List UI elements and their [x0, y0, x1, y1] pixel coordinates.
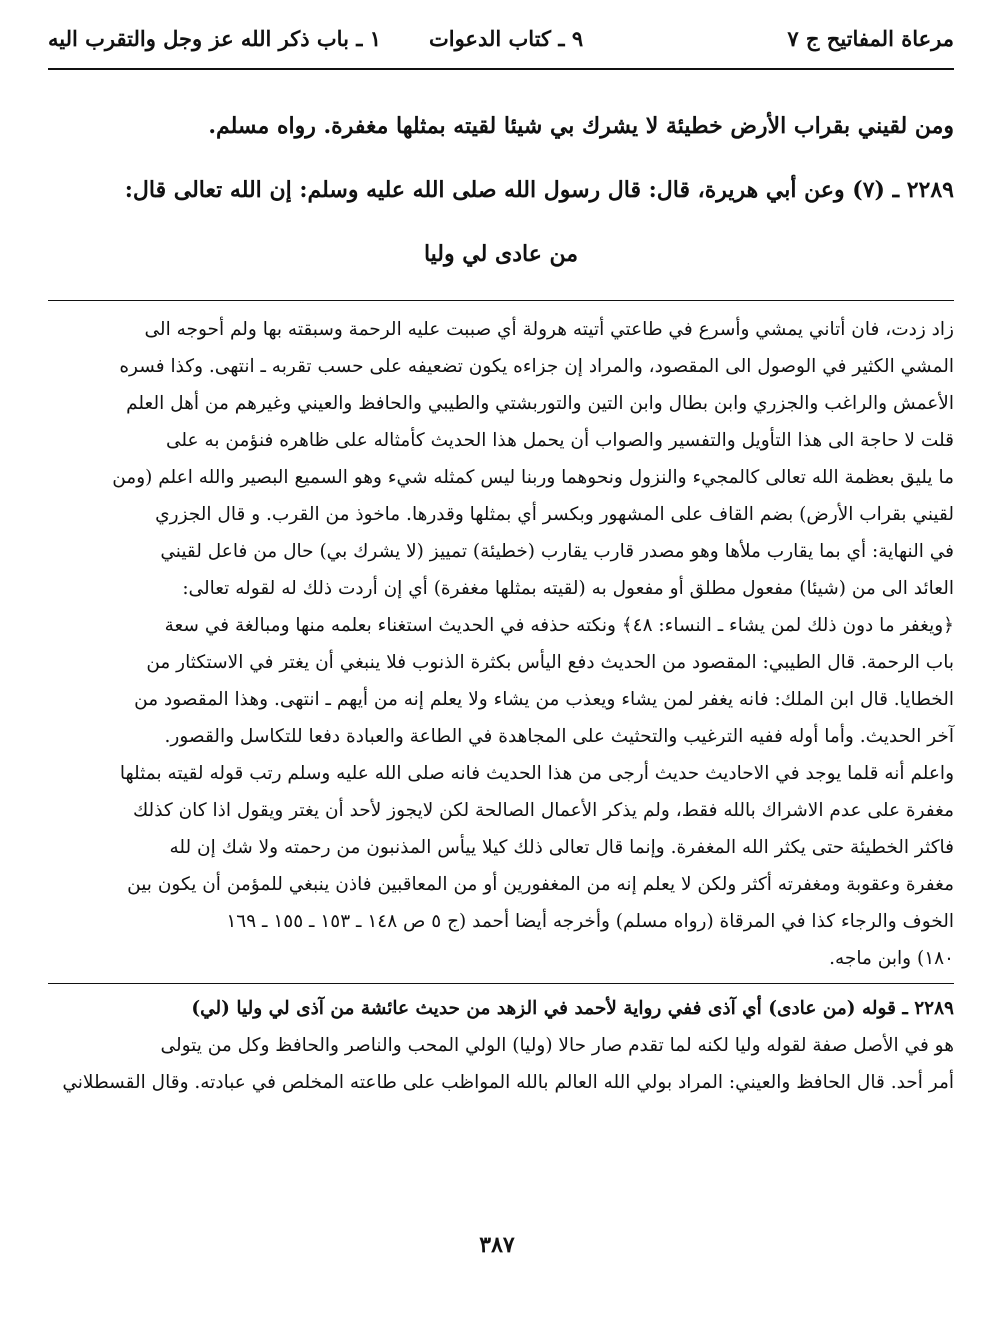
commentary-line: العائد الى من (شيئا) مفعول مطلق أو مفعول به (لقيته بمثلها مغفرة) أي إن أردت ذلك له لقوله تعالى: — [182, 578, 954, 599]
commentary-line: في النهاية: أي بما يقارب ملأها وهو مصدر قارب يقارب (خطيئة) تمييز (لا يشرك بي) حال من فاعل لقيني — [160, 541, 954, 562]
commentary-line: باب الرحمة. قال الطيبي: المقصود من الحديث دفع اليأس بكثرة الذنوب فلا ينبغي أن يغتر في الاستكثار من — [146, 652, 954, 673]
hadith-line: من عادى لي وليا — [423, 241, 579, 267]
hadith-line: ومن لقيني بقراب الأرض خطيئة لا يشرك بي شيئا لقيته بمثلها مغفرة. رواه مسلم. — [208, 113, 954, 139]
header-center — [48, 26, 583, 51]
commentary-line: واعلم أنه قلما يوجد في الاحاديث حديث أرجى من هذا الحديث فانه صلى الله عليه وسلم رتب قوله لقيته بمثلها — [119, 763, 954, 784]
commentary-line: المشي الكثير في الوصول الى المقصود، والمراد إن جزاءه يكون تضعيفه على حسب تقربه ـ انتهى. وكذا فسره — [119, 356, 954, 377]
commentary-line: آخر الحديث. وأما أوله ففيه الترغيب والتحثيث على المجاهدة في الطاعة والعبادة دفعا للتكاسل والقصور. — [164, 726, 954, 747]
notes-line: ٢٢٨٩ ـ قوله (من عادى) أي آذى ففي رواية لأحمد في الزهد من حديث عائشة من آذى لي وليا (لي) — [191, 998, 954, 1019]
commentary-line: ﴿ويغفر ما دون ذلك لمن يشاء ـ النساء: ٤٨﴾ ونكته حذفه في الحديث استغناء بعلمه منها ومبالغة في سعة — [164, 615, 954, 636]
commentary-line: الخطايا. قال ابن الملك: فانه يغفر لمن يشاء ويعذب من يشاء ولا يعلم إنه من أيهم ـ انتهى. وهذا المقصود من — [134, 689, 954, 710]
notes-rule — [48, 983, 954, 984]
page-number: ٣٨٧ — [479, 1232, 515, 1258]
header-rule — [48, 68, 954, 70]
notes-line: هو في الأصل صفة لقوله وليا لكنه لما تقدم صار حالا (وليا) الولي المحب والناصر والحافظ وكل من يتولى — [160, 1035, 954, 1056]
hadith-line: ٢٢٨٩ ـ (٧) وعن أبي هريرة، قال: قال رسول الله صلى الله عليه وسلم: إن الله تعالى قال: — [124, 177, 954, 203]
commentary — [48, 311, 954, 977]
section-rule — [48, 300, 954, 301]
header-chapter: ١ ـ باب ذكر الله عز وجل والتقرب اليه — [48, 25, 381, 51]
commentary-line: ١٨٠) وابن ماجه. — [829, 948, 954, 969]
commentary-line: مغفرة وعقوبة ومغفرته أكثر ولكن لا يعلم إنه من المغفورين أو من المعاقبين فاذن ينبغي للمؤمن أن يكون بين — [127, 874, 954, 895]
hadith-text — [48, 94, 954, 294]
running-header — [48, 14, 954, 62]
header-book: ٩ ـ كتاب الدعوات — [428, 25, 584, 51]
commentary-line: ما يليق بعظمة الله تعالى كالمجيء والنزول ونحوهما وربنا ليس كمثله شيء وهو السميع البصير والله اعلم (ومن — [112, 467, 954, 488]
notes-line: أمر أحد. قال الحافظ والعيني: المراد بولي الله العالم بالله المواظب على طاعته المخلص في عبادته. وقال القسطلاني — [62, 1072, 954, 1093]
notes — [48, 990, 954, 1101]
commentary-line: الأعمش والراغب والجزري وابن بطال وابن التين والتوربشتي والطيبي والحافظ والعيني وغيرهم من أهل العلم — [126, 393, 954, 414]
commentary-line: لقيني بقراب الأرض) بضم القاف على المشهور وبكسر أي بمثلها وقدرها. ماخوذ من القرب. و قال الجزري — [155, 504, 954, 525]
header-title: مرعاة المفاتيح ج ٧ — [787, 25, 954, 51]
commentary-line: زاد زدت، فان أتاني يمشي وأسرع في طاعتي أتيته هرولة أي صببت عليه الرحمة وسبقته بها ولم أحوجه الى — [144, 319, 954, 340]
commentary-line: قلت لا حاجة الى هذا التأويل والتفسير والصواب أن يحمل هذا الحديث كأمثاله على ظاهره فنؤمن به على — [165, 430, 954, 451]
commentary-line: فاكثر الخطيئة حتى يكثر الله المغفرة. وإنما قال تعالى ذلك كيلا ييأس المذنبون من رحمته ولا شك إن لله — [169, 837, 954, 858]
commentary-line: الخوف والرجاء كذا في المرقاة (رواه مسلم) وأخرجه أيضا أحمد (ج ٥ ص ١٤٨ ـ ١٥٣ ـ ١٥٥ ـ ١٦٩ — [226, 911, 954, 932]
commentary-line: مغفرة على عدم الاشراك بالله فقط، ولم يذكر الأعمال الصالحة لكن لايجوز لأحد أن يغتر ويقول اذا كان كذلك — [132, 800, 954, 821]
